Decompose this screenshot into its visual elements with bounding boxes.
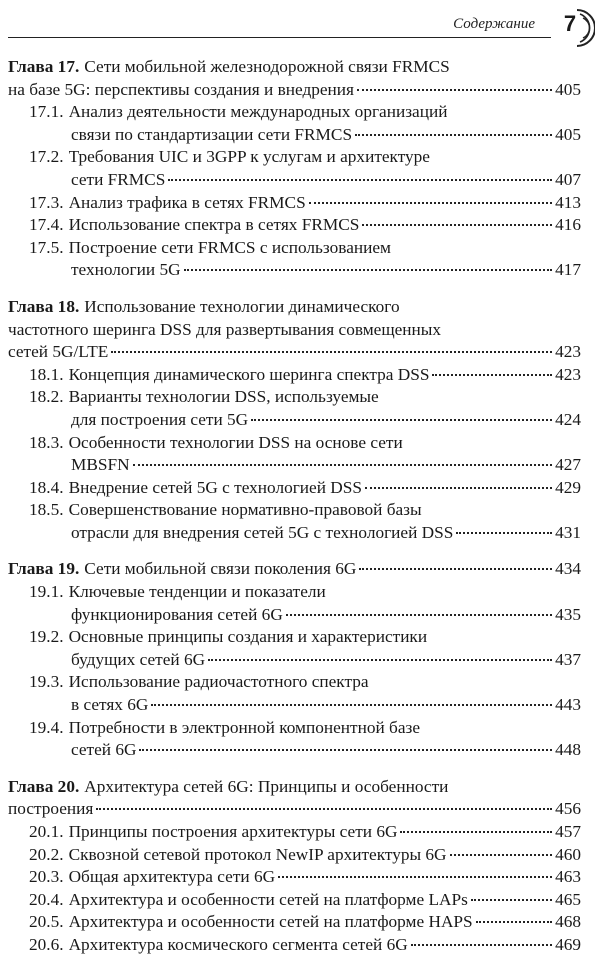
subsection-title-text: Использование радиочастотного спектра: [68, 672, 369, 692]
subsection-title-text: в сетях 6G: [71, 695, 149, 715]
subsection-line: [8, 101, 581, 124]
dot-leader: [208, 658, 552, 661]
dot-leader: [111, 350, 552, 353]
table-of-contents: [8, 56, 581, 971]
subsection-number: 18.5.: [29, 500, 64, 520]
chapter-heading-line: [8, 341, 581, 364]
subsection-number: 20.5.: [29, 912, 64, 932]
subsection-line: [8, 604, 581, 627]
chapter-title-text: Сети мобильной связи поколения 6G: [84, 559, 357, 579]
subsection-number: 20.6.: [29, 934, 64, 954]
subsection-title-text: Общая архитектура сети 6G: [68, 867, 276, 887]
dot-leader: [365, 486, 552, 489]
subsection-title-text: будущих сетей 6G: [71, 649, 206, 669]
chapter-page-number: 434: [555, 559, 581, 579]
subsection-line: [8, 889, 581, 912]
subsection-number: 20.3.: [29, 867, 64, 887]
chapter-title-text: частотного шеринга DSS для развертывания совмещенных: [8, 319, 442, 339]
subsection-line: [8, 386, 581, 409]
subsection-line: [8, 739, 581, 762]
subsection-title-text: MBSFN: [71, 455, 130, 475]
subsection-title-text: Совершенствование нормативно-правовой базы: [68, 500, 422, 520]
page-number: 7: [563, 11, 577, 36]
subsection-number: 18.2.: [29, 387, 64, 407]
subsection-page-number: 469: [555, 934, 581, 954]
subsection-number: 17.5.: [29, 237, 64, 257]
dot-leader: [450, 853, 553, 856]
subsection-line: [8, 844, 581, 867]
subsection-page-number: 465: [555, 889, 581, 909]
chapter-block: [8, 776, 581, 957]
subsection-title-text: Ключевые тенденции и показатели: [68, 582, 326, 602]
subsection-title-text: Внедрение сетей 5G с технологией DSS: [68, 477, 362, 497]
chapter-page-number: 456: [555, 799, 581, 819]
chapter-title-text: сетей 5G/LTE: [8, 342, 109, 362]
chapter-block: [8, 558, 581, 761]
subsection-page-number: 416: [555, 215, 581, 235]
subsection-line: [8, 671, 581, 694]
dot-leader: [139, 748, 552, 751]
chapter-heading-line: [8, 56, 581, 79]
subsection-title-text: Использование спектра в сетях FRMCS: [68, 215, 360, 235]
dot-leader: [411, 943, 552, 946]
subsection-number: 19.4.: [29, 717, 64, 737]
subsection-title-text: Основные принципы создания и характеристики: [68, 627, 428, 647]
subsection-page-number: 405: [555, 124, 581, 144]
subsection-line: [8, 192, 581, 215]
chapter-title-text: Использование технологии динамического: [84, 296, 400, 316]
subsection-title-text: Архитектура и особенности сетей на платформе LAPs: [68, 889, 468, 909]
chapter-heading-line: [8, 776, 581, 799]
subsection-page-number: 407: [555, 169, 581, 189]
subsection-number: 20.2.: [29, 844, 64, 864]
subsection-line: [8, 934, 581, 957]
subsection-title-text: Варианты технологии DSS, используемые: [68, 387, 379, 407]
subsection-line: [8, 581, 581, 604]
dot-leader: [359, 567, 552, 570]
subsection-title-text: Архитектура и особенности сетей на платформе HAPS: [68, 912, 473, 932]
subsection-number: 18.3.: [29, 432, 64, 452]
chapter-block: [8, 296, 581, 545]
chapter-label: Глава 19.: [8, 559, 80, 579]
subsection-line: [8, 259, 581, 282]
dot-leader: [96, 807, 552, 810]
subsection-page-number: 468: [555, 912, 581, 932]
dot-leader: [471, 898, 552, 901]
chapter-heading-line: [8, 798, 581, 821]
dot-leader: [286, 613, 552, 616]
dot-leader: [151, 703, 552, 706]
subsection-title-text: Архитектура космического сегмента сетей 6G: [68, 934, 408, 954]
subsection-title-text: Анализ трафика в сетях FRMCS: [68, 192, 306, 212]
subsection-page-number: 431: [555, 522, 581, 542]
subsection-number: 17.3.: [29, 192, 64, 212]
subsection-number: 19.3.: [29, 672, 64, 692]
chapter-title-text: Архитектура сетей 6G: Принципы и особенности: [84, 776, 449, 796]
subsection-title-text: технологии 5G: [71, 260, 181, 280]
chapter-label: Глава 17.: [8, 57, 80, 76]
subsection-title-text: Требования UIC и 3GPP к услугам и архитектуре: [68, 147, 430, 167]
subsection-line: [8, 499, 581, 522]
subsection-title-text: Концепция динамического шеринга спектра DSS: [68, 364, 430, 384]
subsection-number: 18.1.: [29, 364, 64, 384]
subsection-page-number: 443: [555, 695, 581, 715]
subsection-title-text: Потребности в электронной компонентной базе: [68, 717, 421, 737]
subsection-page-number: 437: [555, 649, 581, 669]
subsection-line: [8, 911, 581, 934]
subsection-page-number: 413: [555, 192, 581, 212]
subsection-page-number: 463: [555, 867, 581, 887]
subsection-title-text: сетей 6G: [71, 740, 137, 760]
chapter-title-text: Сети мобильной железнодорожной связи FRMCS: [84, 57, 450, 76]
chapter-page-number: 423: [555, 342, 581, 362]
subsection-title-text: Сквозной сетевой протокол NewIP архитектуры 6G: [68, 844, 447, 864]
subsection-line: [8, 821, 581, 844]
dot-leader: [168, 178, 552, 181]
subsection-page-number: 429: [555, 477, 581, 497]
chapter-label: Глава 18.: [8, 296, 80, 316]
subsection-line: [8, 866, 581, 889]
subsection-number: 17.4.: [29, 215, 64, 235]
chapter-heading-line: [8, 558, 581, 581]
dot-leader: [432, 373, 552, 376]
dot-leader: [357, 88, 552, 91]
subsection-title-text: отрасли для внедрения сетей 5G с технологией DSS: [71, 522, 454, 542]
subsection-title-text: для построения сети 5G: [71, 409, 249, 429]
subsection-line: [8, 124, 581, 147]
page-header: [0, 6, 599, 46]
subsection-line: [8, 522, 581, 545]
subsection-line: [8, 717, 581, 740]
subsection-number: 19.1.: [29, 582, 64, 602]
subsection-title-text: Построение сети FRMCS с использованием: [68, 237, 391, 257]
dot-leader: [456, 531, 552, 534]
chapter-heading-line: [8, 319, 581, 342]
chapter-block: [8, 56, 581, 282]
subsection-number: 20.4.: [29, 889, 64, 909]
subsection-page-number: 423: [555, 364, 581, 384]
dot-leader: [251, 418, 552, 421]
running-section-title: Содержание: [453, 16, 535, 32]
subsection-line: [8, 169, 581, 192]
chapter-heading-line: [8, 296, 581, 319]
dot-leader: [355, 133, 552, 136]
subsection-page-number: 457: [555, 822, 581, 841]
dot-leader: [278, 875, 552, 878]
subsection-title-text: Особенности технологии DSS на основе сети: [68, 432, 403, 452]
subsection-title-text: связи по стандартизации сети FRMCS: [71, 124, 353, 144]
subsection-line: [8, 477, 581, 500]
subsection-line: [8, 694, 581, 717]
dot-leader: [309, 201, 552, 204]
dot-leader: [133, 463, 552, 466]
subsection-page-number: 424: [555, 409, 581, 429]
subsection-line: [8, 214, 581, 237]
subsection-page-number: 427: [555, 455, 581, 475]
subsection-line: [8, 364, 581, 387]
subsection-line: [8, 432, 581, 455]
dot-leader: [362, 223, 552, 226]
subsection-number: 20.1.: [29, 822, 64, 841]
subsection-page-number: 448: [555, 740, 581, 760]
dot-leader: [476, 920, 552, 923]
chapter-page-number: 405: [555, 79, 581, 99]
subsection-line: [8, 146, 581, 169]
subsection-title-text: сети FRMCS: [71, 169, 166, 189]
chapter-heading-line: [8, 79, 581, 102]
subsection-number: 18.4.: [29, 477, 64, 497]
subsection-page-number: 460: [555, 844, 581, 864]
subsection-line: [8, 237, 581, 260]
subsection-number: 17.1.: [29, 102, 64, 122]
chapter-label: Глава 20.: [8, 776, 80, 796]
subsection-page-number: 435: [555, 604, 581, 624]
subsection-number: 19.2.: [29, 627, 64, 647]
subsection-number: 17.2.: [29, 147, 64, 167]
subsection-title-text: функционирования сетей 6G: [71, 604, 283, 624]
dot-leader: [184, 268, 552, 271]
chapter-title-text: построения: [8, 799, 94, 819]
subsection-line: [8, 409, 581, 432]
subsection-line: [8, 649, 581, 672]
subsection-title-text: Принципы построения архитектуры сети 6G: [68, 822, 398, 841]
chapter-title-text: на базе 5G: перспективы создания и внедрения: [8, 79, 354, 99]
header-rule: [8, 37, 551, 38]
dot-leader: [400, 830, 552, 833]
subsection-line: [8, 626, 581, 649]
subsection-line: [8, 454, 581, 477]
subsection-title-text: Анализ деятельности международных организаций: [68, 102, 448, 122]
subsection-page-number: 417: [555, 260, 581, 280]
